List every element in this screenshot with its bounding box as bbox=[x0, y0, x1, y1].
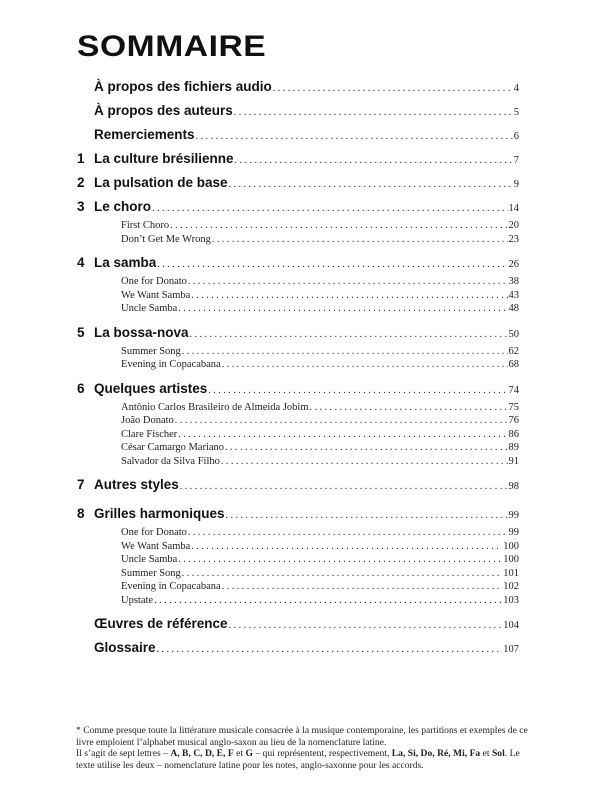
toc-page-number: 20 bbox=[508, 220, 519, 231]
footnote-text: et bbox=[480, 748, 492, 759]
dot-leader bbox=[196, 125, 513, 147]
chapter-number: 5 bbox=[77, 324, 85, 340]
toc-entry-label: Œuvres de référence bbox=[94, 616, 228, 631]
subentry-title: César Camargo Mariano bbox=[121, 442, 225, 453]
dot-leader bbox=[221, 455, 508, 469]
dot-leader bbox=[235, 149, 513, 171]
toc-subentry[interactable] bbox=[77, 414, 519, 428]
toc-entry-glossary[interactable] bbox=[77, 636, 519, 660]
subentry-title: Evening in Copacabana bbox=[121, 581, 221, 592]
dot-leader bbox=[234, 101, 513, 123]
chapter-number: 8 bbox=[77, 506, 85, 521]
chapter-title: La samba bbox=[94, 255, 157, 270]
dot-leader bbox=[182, 345, 508, 359]
footnote-text: . Le texte utilise les deux – nomenclature latine pour les notes, anglo-saxonne pour les accords. bbox=[76, 748, 520, 771]
subentry-title: João Donato bbox=[121, 415, 174, 426]
toc-page-number: 26 bbox=[508, 259, 519, 270]
toc-chapter-5[interactable] bbox=[77, 321, 519, 345]
dot-leader bbox=[180, 475, 508, 497]
dot-leader bbox=[191, 540, 502, 554]
dot-leader bbox=[157, 638, 503, 660]
dot-leader bbox=[208, 379, 507, 401]
toc-page-number: 75 bbox=[508, 401, 519, 413]
toc-subentry[interactable] bbox=[77, 345, 519, 359]
dot-leader bbox=[226, 504, 508, 526]
subentry-title: One for Donato bbox=[121, 276, 187, 287]
subentry-title: Upstate bbox=[121, 594, 154, 606]
toc-page-number: 68 bbox=[508, 359, 519, 370]
toc-page-number: 98 bbox=[508, 481, 519, 492]
dot-leader bbox=[175, 414, 508, 428]
toc-entry-audio-files[interactable] bbox=[77, 75, 519, 99]
dot-leader bbox=[182, 567, 502, 581]
footnote bbox=[76, 725, 536, 771]
toc-page-number: 91 bbox=[508, 455, 519, 467]
dot-leader bbox=[178, 428, 507, 442]
toc-subentry[interactable] bbox=[77, 233, 519, 247]
dot-leader bbox=[225, 441, 507, 455]
table-of-contents bbox=[77, 75, 519, 660]
footnote-paragraph-2 bbox=[76, 748, 536, 771]
toc-page-number: 48 bbox=[508, 303, 519, 314]
toc-entry-label: Glossaire bbox=[94, 640, 156, 655]
chapter-number: 4 bbox=[77, 255, 85, 270]
toc-subentry[interactable] bbox=[77, 526, 519, 540]
dot-leader bbox=[273, 77, 513, 99]
chapter-number: 3 bbox=[77, 199, 85, 214]
footnote-notes: La, Si, Do, Ré, Mi, Fa bbox=[391, 748, 481, 759]
toc-page-number: 38 bbox=[508, 276, 519, 287]
chapter-number: 2 bbox=[77, 175, 85, 190]
toc-page-number: 100 bbox=[503, 540, 519, 552]
toc-subentry[interactable] bbox=[77, 580, 519, 594]
footnote-letters: A, B, C, D, E, F bbox=[170, 748, 234, 759]
toc-subentry[interactable] bbox=[77, 594, 519, 608]
subentry-title: Antônio Carlos Brasileiro de Almeida Jobim bbox=[121, 401, 309, 413]
chapter-title: La pulsation de base bbox=[94, 175, 228, 190]
toc-page-number: 74 bbox=[508, 384, 519, 396]
toc-page-number: 101 bbox=[503, 567, 519, 579]
dot-leader bbox=[157, 253, 507, 275]
toc-subentry[interactable] bbox=[77, 567, 519, 581]
dot-leader bbox=[178, 553, 502, 567]
subentry-title: We Want Samba bbox=[121, 289, 191, 301]
toc-subentry[interactable] bbox=[77, 455, 519, 469]
toc-chapter-3[interactable] bbox=[77, 195, 519, 219]
dot-leader bbox=[222, 580, 503, 594]
subentry-title: Summer Song bbox=[121, 345, 181, 357]
toc-page-number: 103 bbox=[503, 594, 519, 606]
subentry-title: Evening in Copacabana bbox=[121, 359, 221, 370]
toc-page-number: 9 bbox=[513, 179, 519, 190]
subentry-title: Uncle Samba bbox=[121, 303, 178, 314]
toc-subentry[interactable] bbox=[77, 219, 519, 233]
dot-leader bbox=[190, 323, 508, 345]
dot-leader bbox=[152, 197, 507, 219]
dot-leader bbox=[229, 173, 513, 195]
toc-page-number: 5 bbox=[513, 107, 519, 118]
toc-page-number: 6 bbox=[513, 131, 519, 142]
dot-leader bbox=[178, 302, 507, 316]
toc-page-number: 89 bbox=[508, 442, 519, 453]
dot-leader bbox=[170, 219, 507, 233]
toc-chapter-8[interactable] bbox=[77, 502, 519, 526]
footnote-text: – qui représentent, respectivement, bbox=[252, 748, 392, 759]
chapter-title: Autres styles bbox=[94, 477, 179, 492]
dot-leader bbox=[229, 614, 503, 636]
toc-page-number: 102 bbox=[503, 581, 519, 592]
toc-subentry[interactable] bbox=[77, 553, 519, 567]
toc-page-number: 4 bbox=[513, 83, 519, 94]
toc-page-number: 100 bbox=[503, 554, 519, 565]
toc-page-number: 50 bbox=[508, 328, 519, 340]
toc-chapter-4[interactable] bbox=[77, 251, 519, 275]
toc-page-number: 76 bbox=[508, 415, 519, 426]
chapter-title: La culture brésilienne bbox=[94, 151, 234, 166]
toc-entry-reference-works[interactable] bbox=[77, 612, 519, 636]
toc-subentry[interactable] bbox=[77, 540, 519, 554]
toc-subentry[interactable] bbox=[77, 302, 519, 316]
footnote-paragraph-1: * Comme presque toute la littérature musicale consacrée à la musique contemporaine, les partitions et exemples de ce livre emploient l’alphabet musical anglo-saxon au lieu de la nomenclature latine. bbox=[76, 725, 528, 748]
subentry-title: Summer Song bbox=[121, 567, 181, 579]
toc-subentry[interactable] bbox=[77, 441, 519, 455]
toc-subentry[interactable] bbox=[77, 275, 519, 289]
toc-entry-label: À propos des auteurs bbox=[94, 103, 233, 118]
subentry-title: One for Donato bbox=[121, 527, 187, 538]
dot-leader bbox=[154, 594, 502, 608]
subentry-title: Don’t Get Me Wrong bbox=[121, 233, 211, 245]
toc-page-number: 107 bbox=[503, 644, 519, 655]
toc-page-number: 99 bbox=[508, 510, 519, 521]
toc-entry-label: À propos des fichiers audio bbox=[94, 79, 272, 94]
toc-subentry[interactable] bbox=[77, 289, 519, 303]
chapter-title: Quelques artistes bbox=[94, 380, 208, 396]
toc-page-number: 14 bbox=[508, 203, 519, 214]
toc-page-number: 99 bbox=[508, 527, 519, 538]
footnote-text: et bbox=[233, 748, 246, 759]
toc-chapter-2[interactable] bbox=[77, 171, 519, 195]
dot-leader bbox=[188, 526, 508, 540]
toc-chapter-6[interactable] bbox=[77, 377, 519, 401]
dot-leader bbox=[212, 233, 508, 247]
toc-chapter-7[interactable] bbox=[77, 473, 519, 497]
footnote-text: Il s’agit de sept lettres – bbox=[76, 748, 171, 759]
subentry-title: Salvador da Silva Filho bbox=[121, 455, 220, 467]
chapter-title: Grilles harmoniques bbox=[94, 506, 225, 521]
toc-page-number: 62 bbox=[508, 345, 519, 357]
chapter-number: 1 bbox=[77, 151, 85, 166]
chapter-title: Le choro bbox=[94, 199, 152, 214]
toc-page-number: 104 bbox=[503, 620, 519, 631]
toc-page-number: 7 bbox=[513, 155, 519, 166]
subentry-title: We Want Samba bbox=[121, 540, 191, 552]
chapter-number: 6 bbox=[77, 380, 85, 396]
toc-page-number: 43 bbox=[508, 289, 519, 301]
subentry-title: First Choro bbox=[121, 220, 170, 231]
dot-leader bbox=[310, 401, 508, 415]
toc-subentry[interactable] bbox=[77, 401, 519, 415]
toc-subentry[interactable] bbox=[77, 428, 519, 442]
chapter-title: La bossa-nova bbox=[94, 324, 189, 340]
subentry-title: Clare Fischer bbox=[121, 428, 178, 440]
subentry-title: Uncle Samba bbox=[121, 554, 178, 565]
chapter-number: 7 bbox=[77, 477, 85, 492]
dot-leader bbox=[191, 289, 507, 303]
toc-entry-label: Remerciements bbox=[94, 127, 195, 142]
toc-entry-authors[interactable] bbox=[77, 99, 519, 123]
dot-leader bbox=[188, 275, 508, 289]
dot-leader bbox=[222, 358, 508, 372]
toc-subentry[interactable] bbox=[77, 358, 519, 372]
footnote-letters: G bbox=[245, 748, 253, 759]
toc-chapter-1[interactable] bbox=[77, 147, 519, 171]
toc-entry-acknowledgements[interactable] bbox=[77, 123, 519, 147]
toc-page-number: 23 bbox=[508, 233, 519, 245]
footnote-notes: Sol bbox=[491, 748, 505, 759]
toc-page-number: 86 bbox=[508, 428, 519, 440]
page-title: SOMMAIRE bbox=[77, 30, 267, 63]
